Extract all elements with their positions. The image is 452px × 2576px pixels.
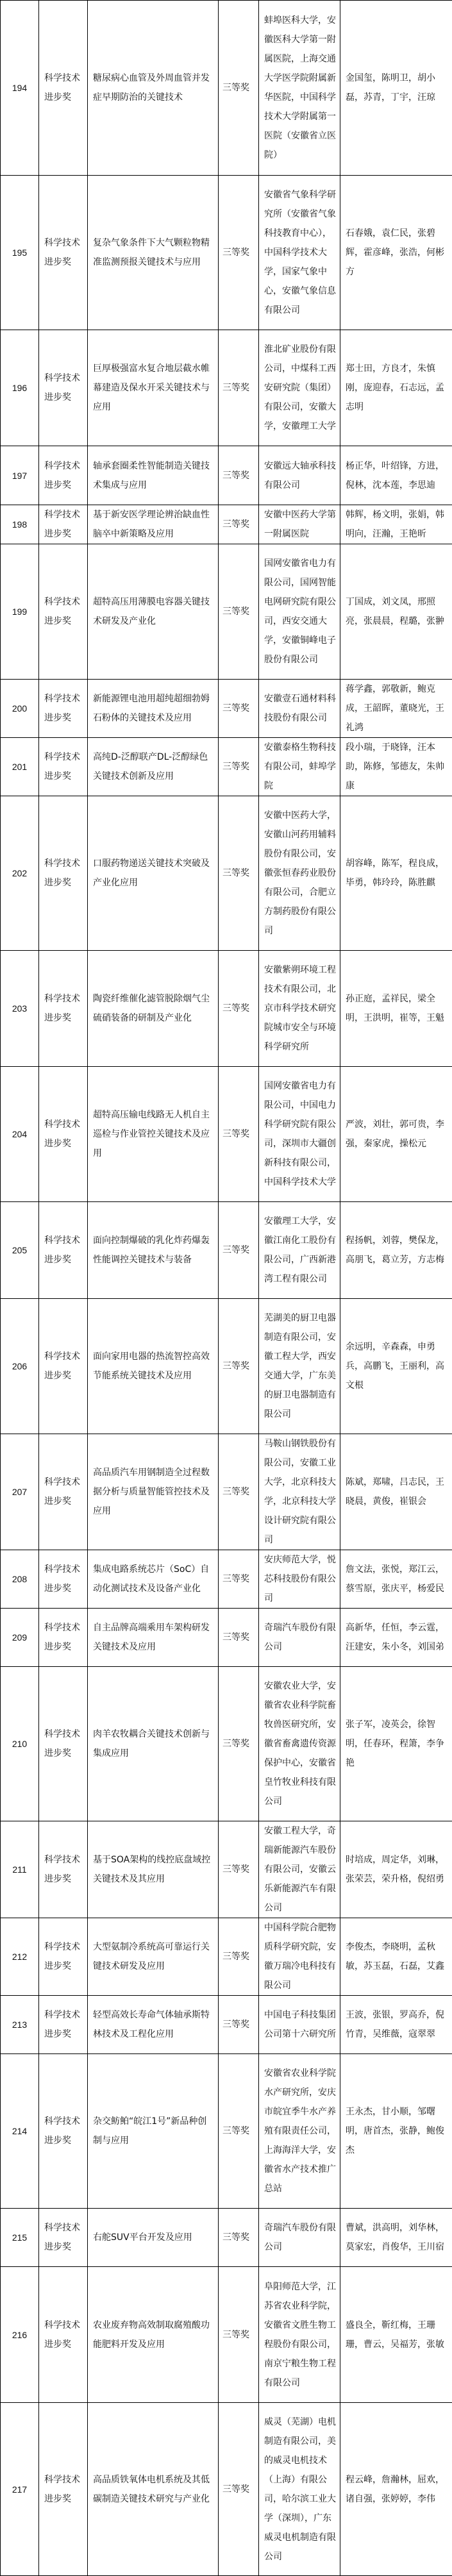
award-category-cell: 科学技术进步奖: [39, 505, 88, 544]
completing-organizations-cell: 安徽工程大学，奇瑞新能源汽车股份有限公司，安徽云乐新能源汽车有限公司: [259, 1821, 340, 1918]
project-title-cell: 高品质汽车用钢制造全过程数据分析与质量智能管控技术及应用: [88, 1434, 219, 1550]
project-title-cell: 超特高压输电线路无人机自主巡检与作业管控关键技术及应用: [88, 1067, 219, 1202]
table-row: [1, 1299, 452, 1434]
completing-organizations-cell: 芜湖美的厨卫电器制造有限公司，安徽工程大学，西安交通大学，广东美的厨卫电器制造有限公司: [259, 1299, 340, 1434]
table-row: [1, 330, 452, 446]
completing-persons-cell: 郑士田，方良才，朱慎刚，庞迎春，石志远，孟志明: [340, 330, 452, 446]
completing-organizations-cell: 安徽省气象科学研究所（安徽省气象科技教育中心），中国科学技术大学，国家气象中心，安徽气象信息有限公司: [259, 176, 340, 330]
award-level-cell: 三等奖: [219, 2054, 259, 2209]
completing-persons-cell: 蒋学鑫，郭敬新，鲍克成，王韶晖，董晓光，王礼鸿: [340, 680, 452, 738]
completing-organizations-cell: 奇瑞汽车股份有限公司: [259, 1609, 340, 1667]
completing-persons-cell: 高新华，任恒，李云霆，汪建安，朱小冬，刘国弟: [340, 1609, 452, 1667]
award-category-cell: 科学技术进步奖: [39, 446, 88, 505]
table-row: [1, 2054, 452, 2209]
award-category-cell: 科学技术进步奖: [39, 796, 88, 951]
completing-persons-cell: 金国玺，陈明卫，胡小磊，苏青，丁宇，汪琼: [340, 1, 452, 176]
project-title-cell: 基于SOA架构的线控底盘域控关键技术及其应用: [88, 1821, 219, 1918]
completing-organizations-cell: 淮北矿业股份有限公司，中煤科工西安研究院（集团）有限公司，安徽大学，安徽理工大学: [259, 330, 340, 446]
award-category-cell: 科学技术进步奖: [39, 330, 88, 446]
award-category-cell: 科学技术进步奖: [39, 1067, 88, 1202]
completing-organizations-cell: 安徽远大轴承科技有限公司: [259, 446, 340, 505]
completing-persons-cell: 曹斌，洪高明，刘华林，莫家宏，肖俊华，王川宿: [340, 2209, 452, 2267]
award-category-cell: 科学技术进步奖: [39, 1667, 88, 1821]
completing-organizations-cell: 中国科学院合肥物质科学研究院，安徽万瑞冷电科技有限公司: [259, 1918, 340, 1996]
completing-organizations-cell: 安徽中医药大学第一附属医院: [259, 505, 340, 544]
project-title-cell: 轻型高效长寿命气体轴承斯特林技术及工程化应用: [88, 1996, 219, 2054]
project-title-cell: 大型氨制冷系统高可靠运行关键技术研发及应用: [88, 1918, 219, 1996]
award-level-cell: 三等奖: [219, 505, 259, 544]
completing-organizations-cell: 安徽省农业科学院水产研究所，安庆市皖宜季牛水产养殖有限责任公司，上海海洋大学，安徽省水产技术推广总站: [259, 2054, 340, 2209]
award-level-cell: 三等奖: [219, 1667, 259, 1821]
award-category-cell: 科学技术进步奖: [39, 544, 88, 680]
table-row: [1, 1996, 452, 2054]
completing-persons-cell: 胡容峰，陈军，程良成，毕勇，韩玲玲，陈胜麒: [340, 796, 452, 951]
completing-organizations-cell: 安徽泰格生物科技有限公司，蚌埠学院: [259, 738, 340, 796]
award-level-cell: 三等奖: [219, 544, 259, 680]
table-row: [1, 446, 452, 505]
completing-persons-cell: 时培成，周定华，刘琳，张荣芸，荣升格，倪绍勇: [340, 1821, 452, 1918]
table-row: [1, 1, 452, 176]
award-number-cell: 213: [1, 1996, 39, 2054]
completing-persons-cell: 段小瑞，于晓锋，汪本助，陈修，邹德友，朱帅康: [340, 738, 452, 796]
award-number-cell: 217: [1, 2403, 39, 2576]
table-row: [1, 1202, 452, 1299]
award-category-cell: 科学技术进步奖: [39, 1, 88, 176]
project-title-cell: 超特高压用薄膜电容器关键技术研发及产业化: [88, 544, 219, 680]
completing-persons-cell: 韩辉，杨文明，张娟，韩明向，汪瀚，王艳昕: [340, 505, 452, 544]
table-row: [1, 2209, 452, 2267]
completing-persons-cell: 张子军，凌英会，徐智明，任春环，程箫，李争艳: [340, 1667, 452, 1821]
table-row: [1, 1067, 452, 1202]
award-category-cell: 科学技术进步奖: [39, 1918, 88, 1996]
completing-persons-cell: 杨正华，叶绍锋，方进，倪林，沈本莲，李思迪: [340, 446, 452, 505]
project-title-cell: 自主品牌高端乘用车架构研发关键技术及应用: [88, 1609, 219, 1667]
completing-persons-cell: 李俊杰，李晓明，孟秋敏，苏玉磊，石磊，艾鑫: [340, 1918, 452, 1996]
award-level-cell: 三等奖: [219, 2267, 259, 2403]
award-number-cell: 205: [1, 1202, 39, 1299]
completing-persons-cell: 石春娥，袁仁民，张碧辉，霍彦峰，张浩，何彬方: [340, 176, 452, 330]
award-number-cell: 207: [1, 1434, 39, 1550]
project-title-cell: 口服药物递送关键技术突破及产业化应用: [88, 796, 219, 951]
award-number-cell: 202: [1, 796, 39, 951]
completing-persons-cell: 严波，刘壮，郭可贵，李强，秦家虎，操松元: [340, 1067, 452, 1202]
award-category-cell: 科学技术进步奖: [39, 1202, 88, 1299]
project-title-cell: 集成电路系统芯片（SoC）自动化测试技术及设备产业化: [88, 1550, 219, 1609]
table-row: [1, 1434, 452, 1550]
award-number-cell: 196: [1, 330, 39, 446]
award-number-cell: 200: [1, 680, 39, 738]
award-level-cell: 三等奖: [219, 796, 259, 951]
award-number-cell: 204: [1, 1067, 39, 1202]
table-row: [1, 544, 452, 680]
award-level-cell: 三等奖: [219, 1434, 259, 1550]
project-title-cell: 农业废弃物高效制取腐殖酸功能肥料开发及应用: [88, 2267, 219, 2403]
completing-organizations-cell: 安徽农业大学，安徽省农业科学院畜牧兽医研究所，安徽省畜禽遗传资源保护中心，安徽省皇竹牧业科技有限公司: [259, 1667, 340, 1821]
award-number-cell: 212: [1, 1918, 39, 1996]
completing-organizations-cell: 安徽紫朔环境工程技术有限公司，北京市科学技术研究院城市安全与环境科学研究所: [259, 951, 340, 1067]
award-level-cell: 三等奖: [219, 446, 259, 505]
project-title-cell: 高纯D-泛醇联产DL-泛醇绿色关键技术创新及应用: [88, 738, 219, 796]
project-title-cell: 巨厚极强富水复合地层截水帷幕建造及保水开采关键技术与应用: [88, 330, 219, 446]
table-row: [1, 2403, 452, 2576]
completing-persons-cell: 盛良全，靳红梅，王珊珊，曹云，吴福芳，张敏: [340, 2267, 452, 2403]
award-level-cell: 三等奖: [219, 1299, 259, 1434]
award-number-cell: 206: [1, 1299, 39, 1434]
award-level-cell: 三等奖: [219, 176, 259, 330]
award-level-cell: 三等奖: [219, 1067, 259, 1202]
project-title-cell: 高品质铁氧体电机系统及其低碳制造关键技术研究与产业化: [88, 2403, 219, 2576]
award-level-cell: 三等奖: [219, 680, 259, 738]
award-level-cell: 三等奖: [219, 2209, 259, 2267]
completing-organizations-cell: 国网安徽省电力有限公司，国网智能电网研究院有限公司，西安交通大学，安徽铜峰电子股份有限公司: [259, 544, 340, 680]
completing-persons-cell: 孙正庭，孟祥民，梁全明，王洪明，崔等，王魁: [340, 951, 452, 1067]
table-row: [1, 1918, 452, 1996]
project-title-cell: 右舵SUV平台开发及应用: [88, 2209, 219, 2267]
award-level-cell: 三等奖: [219, 1202, 259, 1299]
award-level-cell: 三等奖: [219, 1821, 259, 1918]
project-title-cell: 杂交鲂鲌“皖江1号”新品种创制与应用: [88, 2054, 219, 2209]
table-row: [1, 796, 452, 951]
completing-persons-cell: 程云峰，詹瀚林，屈欢，诸自强，张婷婷，李伟: [340, 2403, 452, 2576]
project-title-cell: 复杂气象条件下大气颗粒物精准监测预报关键技术与应用: [88, 176, 219, 330]
completing-persons-cell: 陈斌，郑啸，吕志民，王晓晨，黄俊，崔银会: [340, 1434, 452, 1550]
project-title-cell: 陶瓷纤维催化滤管脱除烟气尘硫硝装备的研制及产业化: [88, 951, 219, 1067]
table-row: [1, 1667, 452, 1821]
award-number-cell: 195: [1, 176, 39, 330]
completing-persons-cell: 王永杰，甘小顺，邹曙明，唐首杰，张静，鲍俊杰: [340, 2054, 452, 2209]
award-category-cell: 科学技术进步奖: [39, 2209, 88, 2267]
awards-table-body: [1, 1, 452, 2576]
table-row: [1, 1821, 452, 1918]
award-level-cell: 三等奖: [219, 738, 259, 796]
award-number-cell: 194: [1, 1, 39, 176]
award-level-cell: 三等奖: [219, 1, 259, 176]
project-title-cell: 面向家用电器的热流智控高效节能系统关键技术及应用: [88, 1299, 219, 1434]
award-number-cell: 214: [1, 2054, 39, 2209]
award-category-cell: 科学技术进步奖: [39, 1821, 88, 1918]
award-category-cell: 科学技术进步奖: [39, 2403, 88, 2576]
award-level-cell: 三等奖: [219, 330, 259, 446]
award-category-cell: 科学技术进步奖: [39, 1299, 88, 1434]
completing-organizations-cell: 奇瑞汽车股份有限公司: [259, 2209, 340, 2267]
completing-organizations-cell: 安徽中医药大学，安徽山河药用辅料股份有限公司，安徽张恒春药业股份有限公司，合肥立方制药股份有限公司: [259, 796, 340, 951]
table-row: [1, 738, 452, 796]
completing-organizations-cell: 安庆师范大学，悦芯科技股份有限公司: [259, 1550, 340, 1609]
project-title-cell: 糖尿病心血管及外周血管并发症早期防治的关键技术: [88, 1, 219, 176]
award-level-cell: 三等奖: [219, 1918, 259, 1996]
completing-persons-cell: 王波，张银，罗高乔，倪竹青，吴维薇，寇翠翠: [340, 1996, 452, 2054]
award-number-cell: 211: [1, 1821, 39, 1918]
award-number-cell: 209: [1, 1609, 39, 1667]
table-row: [1, 1550, 452, 1609]
table-row: [1, 1609, 452, 1667]
completing-organizations-cell: 安徽壹石通材料科技股份有限公司: [259, 680, 340, 738]
award-number-cell: 203: [1, 951, 39, 1067]
award-level-cell: 三等奖: [219, 951, 259, 1067]
completing-organizations-cell: 国网安徽省电力有限公司，中国电力科学研究院有限公司，深圳市大疆创新科技有限公司，中国科学技术大学: [259, 1067, 340, 1202]
completing-persons-cell: 程扬帆，刘蓉，樊保龙，高朋飞，葛立芳，方志梅: [340, 1202, 452, 1299]
award-category-cell: 科学技术进步奖: [39, 2054, 88, 2209]
project-title-cell: 面向控制爆破的乳化炸药爆轰性能调控关键技术与装备: [88, 1202, 219, 1299]
table-row: [1, 176, 452, 330]
award-number-cell: 198: [1, 505, 39, 544]
completing-persons-cell: 余远明，辛森森，申勇兵，高鹏飞，王丽利，高文根: [340, 1299, 452, 1434]
award-number-cell: 210: [1, 1667, 39, 1821]
award-category-cell: 科学技术进步奖: [39, 1996, 88, 2054]
award-number-cell: 215: [1, 2209, 39, 2267]
completing-organizations-cell: 阜阳师范大学，江苏省农业科学院，安徽省文胜生物工程股份有限公司，南京宁粮生物工程有限公司: [259, 2267, 340, 2403]
award-number-cell: 201: [1, 738, 39, 796]
award-level-cell: 三等奖: [219, 2403, 259, 2576]
project-title-cell: 肉羊农牧耦合关键技术创新与集成应用: [88, 1667, 219, 1821]
table-row: [1, 951, 452, 1067]
award-category-cell: 科学技术进步奖: [39, 738, 88, 796]
award-number-cell: 216: [1, 2267, 39, 2403]
award-number-cell: 197: [1, 446, 39, 505]
award-number-cell: 199: [1, 544, 39, 680]
award-category-cell: 科学技术进步奖: [39, 176, 88, 330]
award-category-cell: 科学技术进步奖: [39, 680, 88, 738]
project-title-cell: 轴承套圈柔性智能制造关键技术集成与应用: [88, 446, 219, 505]
award-category-cell: 科学技术进步奖: [39, 1609, 88, 1667]
award-number-cell: 208: [1, 1550, 39, 1609]
award-category-cell: 科学技术进步奖: [39, 2267, 88, 2403]
award-level-cell: 三等奖: [219, 1609, 259, 1667]
project-title-cell: 新能源锂电池用超纯超细勃姆石粉体的关键技术及应用: [88, 680, 219, 738]
completing-organizations-cell: 中国电子科技集团公司第十六研究所: [259, 1996, 340, 2054]
completing-persons-cell: 詹文法，张悦，郑江云，蔡雪原，张庆平，杨爱民: [340, 1550, 452, 1609]
completing-organizations-cell: 马鞍山钢铁股份有限公司，安徽工业大学，北京科技大学，北京科技大学设计研究院有限公司: [259, 1434, 340, 1550]
completing-organizations-cell: 蚌埠医科大学，安徽医科大学第一附属医院，上海交通大学医学院附属新华医院，中国科学技术大学附属第一医院（安徽省立医院）: [259, 1, 340, 176]
completing-organizations-cell: 安徽理工大学，安徽江南化工股份有限公司，广西新港湾工程有限公司: [259, 1202, 340, 1299]
completing-organizations-cell: 威灵（芜湖）电机制造有限公司，美的威灵电机技术（上海）有限公司，哈尔滨工业大学（深圳），广东威灵电机制造有限公司: [259, 2403, 340, 2576]
award-category-cell: 科学技术进步奖: [39, 951, 88, 1067]
award-level-cell: 三等奖: [219, 1550, 259, 1609]
project-title-cell: 基于新安医学理论辨治缺血性脑卒中新策略及应用: [88, 505, 219, 544]
award-category-cell: 科学技术进步奖: [39, 1550, 88, 1609]
table-row: [1, 505, 452, 544]
award-category-cell: 科学技术进步奖: [39, 1434, 88, 1550]
completing-persons-cell: 丁国成，刘文凤，邢照亮，张晨晨，程璐，张翀: [340, 544, 452, 680]
table-row: [1, 2267, 452, 2403]
table-row: [1, 680, 452, 738]
award-level-cell: 三等奖: [219, 1996, 259, 2054]
